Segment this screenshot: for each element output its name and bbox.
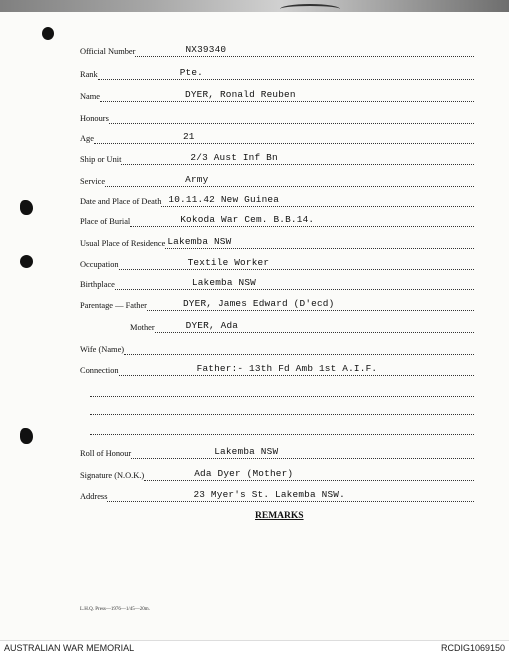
field-label: Age — [80, 134, 94, 143]
field-value: Lakemba NSW — [191, 277, 256, 288]
field-value: DYER, James Edward (D'ecd) — [182, 298, 335, 309]
field-label: Parentage — Father — [80, 301, 147, 310]
field-label: Date and Place of Death — [80, 197, 162, 206]
punch-hole-upper-middle — [20, 200, 33, 215]
field-date-and-place-of-death — [80, 193, 474, 207]
field-honours — [80, 110, 474, 124]
print-code: L.H.Q. Press—1976—1/45—20m. — [80, 607, 150, 612]
field-label: Mother — [130, 323, 155, 332]
field-value: 21 — [182, 131, 195, 142]
field-label: Rank — [80, 70, 98, 79]
field-age — [80, 130, 474, 144]
punch-hole-top — [42, 27, 54, 40]
field-place-of-burial — [80, 213, 474, 227]
field-value: Father:- 13th Fd Amb 1st A.I.F. — [196, 363, 378, 374]
field-address — [80, 488, 474, 502]
field-value: DYER, Ada — [185, 320, 239, 331]
field-label: Official Number — [80, 47, 136, 56]
field-signature-nok — [80, 467, 474, 481]
field-connection — [80, 362, 474, 376]
field-label: Connection — [80, 366, 119, 375]
field-value: DYER, Ronald Reuben — [185, 89, 296, 100]
field-usual-place-of-residence — [80, 235, 474, 249]
field-label: Address — [80, 492, 108, 501]
field-label: Roll of Honour — [80, 449, 132, 458]
field-value: Ada Dyer (Mother) — [194, 468, 294, 479]
connection-continuation-line — [90, 395, 474, 397]
field-value: NX39340 — [185, 44, 227, 55]
connection-continuation-line — [90, 413, 474, 415]
field-birthplace — [80, 276, 474, 290]
scan-top-edge-curl — [280, 4, 340, 14]
field-value: Army — [185, 174, 209, 185]
archive-name: AUSTRALIAN WAR MEMORIAL — [4, 643, 135, 653]
punch-hole-lower — [20, 428, 33, 444]
field-value: Textile Worker — [187, 257, 270, 268]
field-value: 23 Myer's St. Lakemba NSW. — [193, 489, 345, 500]
field-value: Pte. — [179, 67, 203, 78]
field-parentage-father — [80, 297, 474, 311]
field-label: Usual Place of Residence — [80, 239, 166, 248]
field-ship-or-unit — [80, 151, 474, 165]
field-value: Lakemba NSW — [167, 236, 232, 247]
field-label: Service — [80, 177, 106, 186]
field-value: Lakemba NSW — [214, 446, 279, 457]
field-value: 10.11.42 New Guinea — [168, 194, 280, 205]
archive-footer — [0, 640, 509, 655]
remarks-heading: REMARKS — [255, 511, 304, 521]
field-label: Signature (N.O.K.) — [80, 471, 145, 480]
connection-continuation-line — [90, 433, 474, 435]
field-occupation — [80, 256, 474, 270]
field-label: Wife (Name) — [80, 345, 125, 354]
field-official-number — [80, 43, 474, 57]
record-id: RCDIG1069150 — [440, 643, 505, 653]
field-name — [80, 88, 474, 102]
field-value: 2/3 Aust Inf Bn — [190, 152, 278, 163]
field-label: Honours — [80, 114, 109, 123]
punch-hole-middle — [20, 255, 33, 268]
field-label: Birthplace — [80, 280, 115, 289]
field-rank — [80, 66, 474, 80]
field-label: Name — [80, 92, 100, 101]
field-value: Kokoda War Cem. B.B.14. — [180, 214, 315, 225]
field-label: Place of Burial — [80, 217, 131, 226]
field-mother — [130, 319, 474, 333]
field-service — [80, 173, 474, 187]
field-wife-name — [80, 341, 474, 355]
field-roll-of-honour — [80, 445, 474, 459]
field-label: Occupation — [80, 260, 119, 269]
field-label: Ship or Unit — [80, 155, 122, 164]
scan-top-edge — [0, 0, 509, 12]
